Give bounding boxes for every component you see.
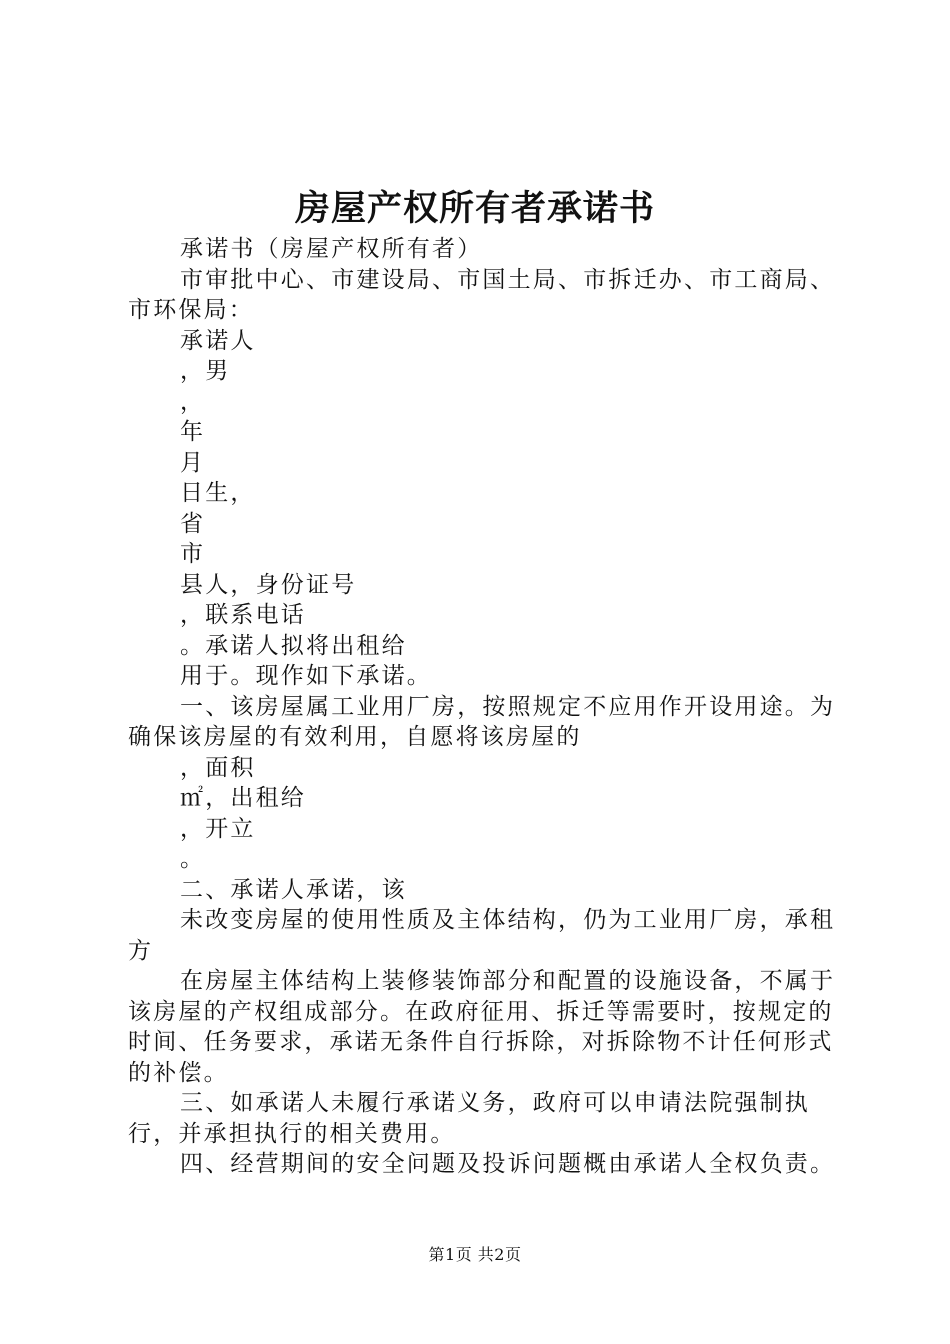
paragraph: 。承诺人拟将出租给 — [180, 632, 407, 659]
paragraph: 。 — [180, 846, 206, 872]
paragraph: 四、经营期间的安全问题及投诉问题概由承诺人全权负责。 — [180, 1151, 836, 1177]
paragraph: 三、如承诺人未履行承诺义务，政府可以申请法院强制执行，并承担执行的相关费用。 — [128, 1090, 810, 1147]
paragraph: ，开立 — [180, 815, 256, 842]
document-title: 房屋产权所有者承诺书 — [294, 188, 655, 229]
paragraph: 承诺书（房屋产权所有者） — [180, 236, 483, 262]
paragraph: 省 — [180, 510, 206, 537]
paragraph: 日生， — [180, 480, 256, 506]
paragraph: 县人，身份证号 — [180, 571, 357, 598]
paragraph: 用于。现作如下承诺。 — [180, 663, 432, 689]
paragraph: ， — [180, 388, 206, 415]
paragraph: 年 — [180, 419, 206, 445]
paragraph: 一、该房屋属工业用厂房，按照规定不应用作开设用途。为确保该房屋的有效利用，自愿将该房屋的 — [128, 693, 836, 750]
paragraph: ，男 — [180, 358, 231, 384]
paragraph: ，面积 — [180, 754, 256, 781]
paragraph: 二、承诺人承诺，该 — [180, 876, 407, 903]
paragraph: 月 — [180, 449, 206, 476]
paragraph: 市审批中心、市建设局、市国土局、市拆迁办、市工商局、市环保局： — [128, 266, 836, 323]
document-body — [128, 234, 844, 1180]
paragraph: ，联系电话 — [180, 602, 306, 628]
page-footer: 第1页 共2页 — [428, 1245, 522, 1264]
paragraph: 未改变房屋的使用性质及主体结构，仍为工业用厂房，承租方 — [128, 907, 836, 964]
paragraph: 在房屋主体结构上装修装饰部分和配置的设施设备，不属于该房屋的产权组成部分。在政府征用、拆迁等需要时，按规定的时间、任务要求，承诺无条件自行拆除，对拆除物不计任何形式的补偿。 — [128, 968, 836, 1086]
paragraph: ㎡，出租给 — [180, 785, 306, 811]
paragraph: 承诺人 — [180, 327, 256, 354]
paragraph: 市 — [180, 541, 206, 567]
